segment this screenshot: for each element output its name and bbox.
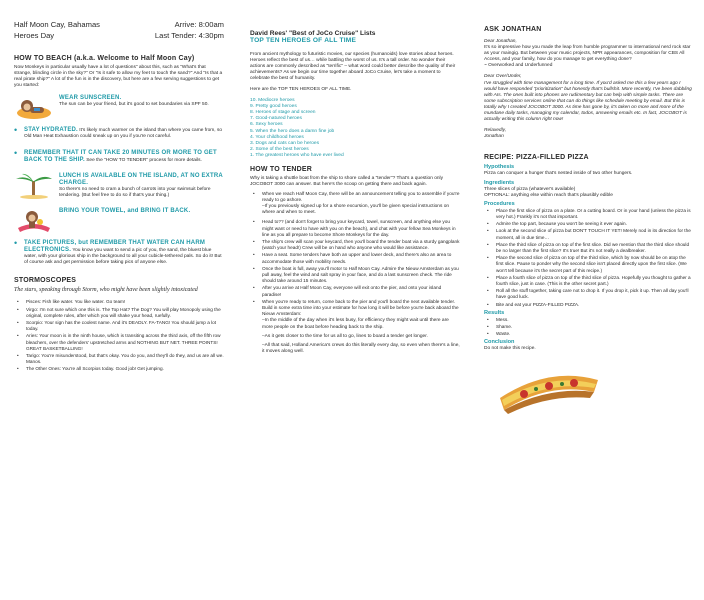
list-item: • Place the first slice of pizza on a plate. Or a cutting board. Or in your hand (unless the pizza is very hot.) Frankly it's not that important. <box>484 208 694 220</box>
list-item: 7. Good-natured heroes <box>250 116 302 122</box>
list-item: • When you're ready to return, come back to the pier and you'll board the next available tender. Build in some extra time into your estimate for how long it will be before you're back aboard the Nieuw Amsterdam: <box>250 299 460 318</box>
stormoscopes-subtitle: The stars, speaking through Storm, who might have been slightly intoxicated <box>14 287 198 294</box>
beach-item-lunch <box>14 173 224 202</box>
list-item: • Pisces: Fish like water. You like water. Go team! <box>14 299 224 305</box>
recipe-procedures-head: Procedures <box>484 200 515 207</box>
beach-title: HOW TO BEACH (a.k.a. Welcome to Half Moon Cay) <box>14 55 195 62</box>
list-subitem: –As it gets closer to the time for us all to go, lines to board a tender get longer. <box>262 333 428 339</box>
list-item: 1. The greatest heroes who have ever lived <box>250 153 344 159</box>
list-item: 9. Pretty good heroes <box>250 103 297 109</box>
list-item: • Roll all the stuff together, taking care not to drop it. If you drop it, pick it up. Then all day you'll have good luck. <box>484 288 694 300</box>
monkey-towel-illustration <box>14 208 54 234</box>
list-item: • Tarigo: You're misunderstood, but that's okay. You do you, and they'll do they, and us are all we. Manos. <box>14 353 224 365</box>
reply-body: I've struggled with time management for a long time. If you'd asked me this a few years ago I would have responded "prioritization" but honestly that's bullshit. More recently, I've been dabbling with AIs. The ones built into phones are rudimentary but can help with simple tasks. There are some subscription services online that can do things like schedule meeting by email. But this is totally why I created JOCOBOT 3000. As time has gone by, it's taken on more and more of the mundane daily tasks, managing my calendar, todos, answering emails etc. In fact, JOCOBOT is actually writing this column right now! <box>484 80 692 123</box>
recipe-title: RECIPE: PIZZA-FILLED PIZZA <box>484 154 589 162</box>
list-item: • Waste. <box>484 331 694 337</box>
lists-title: David Rees' "Best of JoCo Cruise" Lists <box>250 30 376 37</box>
tender-steps <box>250 191 460 355</box>
beach-item-head: WEAR SUNSCREEN. <box>59 95 122 102</box>
list-item: • Look at the second slice of pizza but DON'T TOUCH IT YET! Merely nod in its direction for the moment, all in due time… <box>484 228 694 240</box>
column-right <box>484 0 694 600</box>
list-item: 3. Dogs and cats can be heroes <box>250 140 320 146</box>
beach-item-head: REMEMBER THAT IT CAN TAKE 20 MINUTES OR MORE TO GET BACK TO THE SHIP. <box>24 149 217 163</box>
list-item: • Admire the top part, because you won't be seeing it ever again. <box>484 221 694 227</box>
recipe-ingredients: Three slices of pizza (whatever's available) <box>484 186 576 192</box>
column-middle <box>250 0 460 600</box>
bullet-icon: • <box>14 125 18 136</box>
list-item: • Place the second slice of pizza on top of the third slice, which by now should be on atop the first slice. Pause to ponder why the second slice isn't placed directly upon the first slice. (We won't tell because it's the secret part of this recipe.) <box>484 255 694 274</box>
list-subitem: –In the middle of the day when it's less busy, for efficiency they might wait until there are more people on the boat before heading back to the ship. <box>262 318 449 330</box>
list-item: 6. Sexy heroes <box>250 122 283 128</box>
lists-intro: From ancient mythology to futuristic movies, our species (humanoids) love stories about heroes. Heroes reflect the best of us… while battling the worst of us. It's a tall order. No wonder their actions are commonly described as "terrific" – what word could better describe the quality of their achievements? As we begin our time together aboard JoCo Cruise, let's take a moment to celebrate the best of humanity. <box>250 52 456 82</box>
lists-lead: Here are the TOP TEN HEROES OF ALL TIME. <box>250 87 352 93</box>
pizza-illustration <box>494 358 604 418</box>
beach-item-text: It's likely much warmer on the island than where you came from, so Old Man Heat Exhaustion could sneak up on you if you're not careful. <box>24 128 223 140</box>
list-item: • Place a fourth slice of pizza on top of the third slice of pizza. Hopefully you thought to gather a fourth slice, just in case. (This is the other secret part.) <box>484 275 694 287</box>
beach-item-text: See the "HOW TO TENDER" process for more details. <box>86 157 202 163</box>
list-item: • The ship's crew will scan your keycard, then you'll board the tender boat via a sturdy gangplank (watch your head!) Crew will be on hand who anyone who would like assistance. <box>250 239 460 251</box>
last-tender-time: Last Tender: 4:30pm <box>154 31 224 40</box>
list-item: 10. Mediocre heroes <box>250 97 295 103</box>
list-item: • When we reach Half Moon Cay, there will be an announcement telling you to assemble if you're ready to go ashore. <box>250 191 460 203</box>
stormoscopes-list <box>14 299 224 372</box>
recipe-results <box>484 317 694 338</box>
header-row-2 <box>14 31 224 41</box>
list-item: • Once the boat is full, away you'll motor to Half Moon Cay. Admire the Nieuw Amsterdam as you pull away, feel the wind and salt spray in your face, and do a last sunscreen check. The ride should take around 15 minutes. <box>250 266 460 285</box>
recipe-ingredients-head: Ingredients <box>484 179 515 186</box>
list-item: • Have a seat. Some tenders have both an upper and lower deck, and there's also an area to accommodate those with mobility needs. <box>250 252 460 264</box>
beach-item-head: LUNCH IS AVAILABLE ON THE ISLAND, AT NO EXTRA CHARGE. <box>59 172 223 186</box>
top-ten-list <box>250 98 460 160</box>
bullet-icon: • <box>14 147 18 158</box>
list-item: • Mess. <box>484 317 694 323</box>
recipe-results-head: Results <box>484 309 505 316</box>
list-item: • Bite and eat your PIZZA-FILLED PIZZA. <box>484 302 694 308</box>
beach-item-text: So there's no need to cram a bunch of carrots into your swimsuit before tendering. (But feel free to do so if that's your thing.) <box>59 186 211 198</box>
beach-item-head: TAKE PICTURES, but REMEMBER THAT WATER CAN HARM ELECTRONICS. <box>24 239 206 254</box>
location-label: Half Moon Cay, Bahamas <box>14 20 100 29</box>
tender-intro: Why is taking a shuttle boat from the ship to shore called a "tender"? That's a question only JOCOBOT 3000 can answer. But here's the scoop on getting there and back again. <box>250 175 444 187</box>
day-label: Heroes Day <box>14 31 55 40</box>
beach-item-hydrated <box>14 127 224 143</box>
recipe-conclusion-head: Conclusion <box>484 339 515 346</box>
ask-title: ASK JONATHAN <box>484 26 542 33</box>
letter-greeting: Dear Jonathan, <box>484 39 517 44</box>
list-item: • Virgo: I'm not sure which one this is. The Top Hat? The Dog? You will play Monopoly using the original, complete rules, after which you will shake your head, ruefully. <box>14 307 224 319</box>
beach-item-head: STAY HYDRATED. <box>24 127 78 134</box>
beach-item-text: You know you want to send a pic of you, the sand, the bluest blue water, with your glorious ship in the background to all your cubicle-tethered pals. So do it! But of course ask and get permission before taking pics of anyone else. <box>24 248 222 266</box>
beach-intro: Now Monkeys in particular usually have a lot of questions" about this, such as "What's that strange, blinding circle in the sky?" Or "Is it safe to allow my feet to touch the sand?" And "Is that a real pirate ship?" A lot of the fun is in the discovery, but here are a few serving suggestions to get you started: <box>14 65 223 89</box>
list-subitem: –If you previously signed up for a shore excursion, you'll be given special instructions on where and when to meet. <box>262 204 450 216</box>
header-row-1 <box>14 20 224 30</box>
arrive-time: Arrive: 8:00am <box>174 20 224 29</box>
list-item: 5. When the hero does a damn fine job <box>250 128 335 134</box>
list-item: 8. Heroes of stage and screen <box>250 109 316 115</box>
list-item: • Aries: Your moon is in the ninth house, which is transiting across the third axis, off the fifth row bleachers, over the defenders' upstretched arms and NOTHING BUT NET. THREE POINTS! GREAT BASKETBALLING! <box>14 333 224 352</box>
lists-subtitle: TOP TEN HEROES OF ALL TIME <box>250 37 357 44</box>
recipe-hypothesis-head: Hypothesis <box>484 164 515 171</box>
reply-close: Relaxedly, <box>484 128 507 134</box>
letter-body: It's so impressive how you made the leap from humble programmer to international nerd rock star as your maingig. But between your music projects, NPR appearances, composition for CBS All Access, and your family, how do you manage to get everything done? <box>484 45 691 63</box>
list-item: • Shame. <box>484 324 694 330</box>
recipe-steps <box>484 208 694 308</box>
list-item: • Scorpio: Your sign has the coolest name. And it's DEADLY. FA-TANG! You should jump a lot today. <box>14 320 224 332</box>
list-item: • Head to?? (and don't forget to bring your keycard, towel, sunscreen, and anything else you might want or need to have with you on the beach), and chat with your fellow Sea Monkeys in line as you all prepare to become Shore Monkeys for the day. <box>250 219 460 238</box>
recipe-hypothesis: Pizza can conquer a hunger that's nested inside of two other hungers. <box>484 171 633 177</box>
list-item: • Place the third slice of pizza on top of the first slice. Did we mention that the third slice should be no larger than the first slice? It's true! But it's not really a dealbreaker. <box>484 242 694 254</box>
list-item: 2. Some of the best heroes <box>250 147 309 153</box>
beach-item-twenty-minutes <box>14 147 224 167</box>
bullet-icon: • <box>14 237 18 248</box>
list-item: • The Other Ones: You're all Scorpios today. Good job! Get jumping. <box>14 366 224 372</box>
recipe-conclusion: Do not make this recipe. <box>484 346 536 352</box>
monkey-sunbathing-illustration <box>14 95 54 121</box>
palm-tree-illustration <box>14 173 54 199</box>
list-item: • After you arrive at Half Moon Cay, everyone will exit onto the pier, and onto your island paradise! <box>250 285 460 297</box>
recipe-optional: OPTIONAL: anything else within reach that's plausibly edible <box>484 192 613 198</box>
beach-item-text: The sun can be your friend, but it's good to set boundaries via SPF 50. <box>59 102 209 108</box>
column-left <box>14 0 224 600</box>
reply-name: Jonathan <box>484 134 504 140</box>
tender-title: HOW TO TENDER <box>250 165 312 173</box>
stormoscopes-title: STORMOSCOPES <box>14 277 77 285</box>
beach-item-pictures <box>14 237 224 269</box>
reply-greeting: Dear Over/Under, <box>484 74 522 80</box>
list-subitem: –All that said, Holland America's crews do this literally every day, so even when there's a line, it moves along well. <box>262 342 460 354</box>
letter-signature: ~ Overworked and Underfunned <box>484 63 553 69</box>
beach-item-sunscreen <box>14 95 224 121</box>
list-item: 4. Your childhood heroes <box>250 134 304 140</box>
beach-item-head: BRING YOUR TOWEL, and BRING IT BACK. <box>59 207 191 214</box>
beach-item-towel <box>14 208 224 234</box>
